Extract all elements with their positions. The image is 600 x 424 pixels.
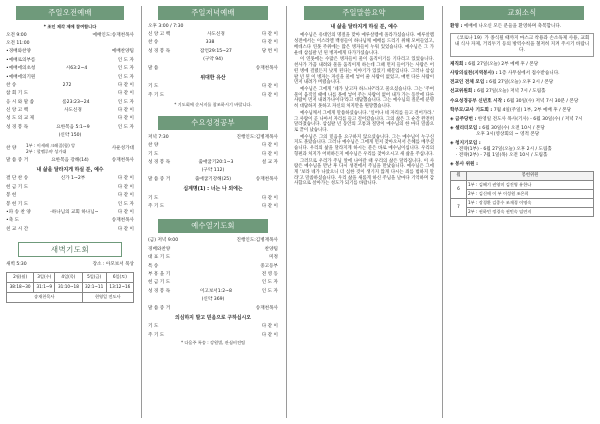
row-mid: [170, 254, 269, 262]
row-label: 성 경 봉 독: [148, 159, 171, 165]
evening-sermon-title: 위대한 유산: [200, 75, 226, 82]
column-sermon-summary: [294, 6, 434, 188]
offering-row: [451, 180, 594, 189]
row-mid: 출애굽기20:1~3: [198, 159, 234, 165]
dawn-leader: 송재천목사: [7, 292, 83, 302]
row-label: 기 도: [148, 84, 159, 90]
dawn-text: 31:10~18: [55, 282, 82, 292]
order-row: [148, 48, 278, 56]
order-row: [148, 279, 278, 287]
prayer-note: * 조인 제각 제에 참여합니다: [43, 24, 97, 29]
row-label: 봉 헌 기 도: [6, 201, 29, 207]
order-row: [6, 74, 134, 82]
announcement-text: 6월 27일(오늘) 오후 2시 / 본당: [489, 80, 554, 86]
choir-label: 찬 양: [6, 145, 17, 151]
row-label: 부 흥 을 기: [148, 271, 171, 277]
column-divider: [442, 6, 443, 418]
order-row: [6, 107, 134, 115]
wed-time: 저녁 7:30: [148, 134, 169, 140]
row-label: •예배에의기원: [6, 74, 36, 80]
row-right: 다 같 이: [261, 32, 278, 38]
order-row: [6, 192, 134, 200]
order-row: [148, 288, 278, 296]
covid-notice: 《코로나 19》가 종식될 때까지 마스크 착용과 손소독제 사용, 교회 내 식사 자제, 거리두기 등의 방역수칙을 철저히 지켜 주시기 바랍니다.: [450, 33, 594, 57]
offering-committee: [450, 162, 594, 168]
sermon-title: 내 삶을 달라지게 하실 분, 예수: [36, 167, 104, 174]
dawn-day: 2월(월): [7, 272, 34, 282]
row-label: •경배와찬양: [6, 49, 31, 55]
row-right: 다 같 이: [261, 92, 278, 98]
church-news-header: 교회소식: [460, 6, 584, 20]
evening-order: [148, 31, 278, 73]
row-mid: 잠언29:15~27: [200, 48, 232, 54]
dawn-info: [6, 261, 134, 269]
row-right: 전 영 동: [261, 271, 278, 277]
order-row: [6, 82, 134, 90]
choir-line: 2부 : 할렐루야 성가대: [26, 148, 67, 154]
row-mid: 요한복음 5:1~9: [56, 124, 90, 130]
steward-item: [450, 141, 594, 159]
announcement-text: 6월 27일(오늘) 2부 예배 후 / 본당: [468, 62, 539, 68]
announcement-key: 수요성경공부 신년호 시작 :: [450, 98, 506, 104]
row-right: 설 교 자: [261, 159, 278, 165]
choir-row: [6, 141, 134, 157]
order-row: [148, 332, 278, 340]
offering-members: 1부 : 김혜기 권영미 김진영 유한나: [467, 180, 594, 189]
row-mid: [170, 305, 256, 313]
wed-sermon-title: 십계명(1) : 너는 나 외에는: [183, 186, 243, 193]
order-row: [6, 184, 134, 192]
row-right: 송재천목사: [255, 305, 278, 311]
cell-text: 6월 30일(수) 오전 10시 / 본당: [482, 125, 545, 131]
column-church-news: [450, 6, 594, 217]
announcement-key: 선교위원회 :: [450, 89, 476, 95]
evening-note: * 기도회에 순서지를 참조하시기 바랍니다.: [174, 102, 252, 108]
dawn-texts-row: [7, 282, 134, 292]
announcement-item: [450, 80, 594, 86]
th-month: 월: [451, 172, 467, 181]
row-mid: -하나님의 교회 하나님~: [50, 210, 99, 216]
dawn-place: 장소 : 아모보서 묵상: [92, 262, 134, 268]
row-right: 다 같 이: [261, 84, 278, 90]
row-right: 송재천목사: [111, 218, 134, 224]
row-mid: 신가 1~2부: [60, 176, 86, 182]
row-right: 송재천목사: [111, 157, 134, 163]
dawn-day: 5일(금): [82, 272, 106, 282]
row-label: 성 도 의 교 제: [6, 116, 35, 122]
row-label: •축 도: [6, 218, 20, 224]
order-row: [148, 271, 278, 279]
row-label: 성 경 봉 독: [6, 124, 29, 130]
friday-order-2: [148, 323, 278, 340]
row-mid: 출애굽기강해(25): [194, 176, 231, 182]
summary-body: [294, 33, 434, 187]
offering-members: 2부 : 김신애 이 부 이성원 조은희: [467, 189, 594, 198]
row-right: 다 같 이: [261, 143, 278, 149]
row-mid: 롬23:23~24: [62, 99, 90, 105]
row-label: 대 표 기 도: [148, 255, 171, 261]
column-divider: [286, 6, 287, 418]
row-mid: [35, 74, 117, 82]
row-label: •예배에의초청: [6, 66, 36, 72]
row-right: 다 같 이: [117, 116, 134, 122]
summary-paragraph: 예수님은 그에게 '네가 낫고자 하느냐?'라고 물으셨습니다. 그는 '주여 물이 움직일 때에 나를 못에 넣어 주는 사람이 없어 내가 가는 동안에 다른 사람이 먼저 내려가나이다'라고 대답했습니다. 그는 예수님의 질문에 분명히 대답하지 못하고 자신의 처지만을 원망했습니다.: [294, 86, 434, 110]
row-right: 인 도 자: [117, 124, 134, 130]
offering-row: [451, 189, 594, 198]
order-row: [148, 92, 278, 100]
dawn-text: 38:18~30: [7, 282, 34, 292]
row-label: 말 씀: [148, 65, 159, 71]
order-row: [148, 151, 278, 159]
row-mid: [158, 263, 260, 271]
steward-text: · 전략(1부) - 6월 27일(오늘) 오후 2시 / 도림홀 · 전략(2부) - 7월 1일(목) 오전 10시 / 도림홀: [456, 146, 552, 158]
announcement-text: 6월 27일(오늘) 저녁 7시 / 도림홀: [477, 89, 546, 95]
order-row: [148, 83, 278, 91]
duty-item: [450, 117, 594, 123]
wed-info: [148, 134, 278, 142]
row-right: 다 같 이: [117, 108, 134, 114]
row-label: 결 단 찬 송: [6, 176, 29, 182]
dawn-text: 32:1~11: [82, 282, 106, 292]
dawn-leader: 현영일 전도사: [82, 292, 133, 302]
row-mid: 이고보서1:2~8: [199, 288, 232, 294]
dawn-day: 4일(목): [55, 272, 82, 282]
row-label: 신 앙 고 백: [6, 108, 29, 114]
order-row: [6, 115, 134, 123]
row-right: 인 도 자: [117, 66, 134, 72]
service-leader: 예배인도:송재천목사: [92, 32, 134, 38]
row-mid: [31, 48, 112, 56]
row-label: 주 기 도: [148, 92, 165, 98]
row-right: 다 같 이: [261, 332, 278, 338]
dawn-text: 13:12~16: [106, 282, 133, 292]
row-label: 응 시 와 말 씀: [6, 99, 35, 105]
announcement-item: [450, 89, 594, 95]
evening-order-2: [148, 83, 278, 100]
row-right: 인 도 자: [117, 99, 134, 105]
row-label: 기 도: [148, 195, 159, 201]
summary-paragraph: 그러므로 우리가 주님 앞에 나아갈 때 우리의 삶은 달라집니다. 이 사람은 예수님을 만난 후 다시 성전에서 주님을 만났습니다. 예수님은 그에게 '보라 네가 나았으니 더 심한 것이 생기지 않게 다시는 죄를 범하지 말라'고 말씀하셨습니다. 우리 삶을 새롭게 하신 주님을 날마다 기억하며 감사함으로 살아가는 성도가 되기를 바랍니다.: [294, 158, 434, 187]
row-right: 인 도 자: [261, 288, 278, 294]
cell-leader-item: [450, 126, 594, 138]
row-label: 찬 송: [148, 40, 159, 46]
column-morning-service: [6, 6, 134, 303]
row-right: 다 같 이: [261, 324, 278, 330]
row-label: 특 송: [148, 263, 159, 269]
row-mid: 272: [62, 82, 72, 88]
row-mid: [170, 271, 262, 279]
order-row: [148, 167, 278, 175]
welcome-text: 예배에 나오신 모든 분들을 환영하며 축복합니다.: [463, 24, 562, 29]
announcement-key: 사랑의실천(지역봉사) :: [450, 71, 498, 77]
order-row: [6, 175, 134, 183]
row-right: 인 도 자: [117, 57, 134, 63]
order-row: [6, 65, 134, 73]
order-row: [148, 159, 278, 167]
announcement-item: [450, 99, 594, 105]
row-mid: (구약 94): [203, 57, 223, 63]
offering-table: [450, 171, 594, 217]
order-row: [148, 296, 278, 304]
choir-lines: [26, 143, 112, 154]
th-members: 봉헌위원: [467, 172, 594, 181]
announcement-key: 전교인 전체 모임 :: [450, 80, 488, 86]
service-time: 오전 11:00: [6, 40, 30, 46]
service-time-row: [6, 32, 134, 40]
row-right: 다 같 이: [261, 195, 278, 201]
row-mid: [170, 246, 264, 254]
order-row: [148, 195, 278, 203]
order-row: [6, 201, 134, 209]
row-label: 주 기 도: [148, 332, 165, 338]
announcement-text: 7월 4일(주일) 1부, 2부 예배 후 / 본당: [493, 107, 572, 113]
row-right: 다 같 이: [261, 40, 278, 46]
row-right: 중고등부: [260, 263, 278, 269]
dawn-prayer-table: [6, 272, 134, 303]
friday-order: [148, 246, 278, 313]
row-right: 다 같 이: [117, 226, 134, 232]
offering-row: [451, 198, 594, 207]
row-mid: [35, 57, 117, 65]
row-label: 성 경 봉 독: [148, 48, 171, 54]
announcement-item: [450, 108, 594, 114]
announcement-text: 6월 30일(수) 저녁 7시 30분 / 본당: [506, 98, 579, 104]
row-mid: 사도신경: [207, 32, 225, 38]
summary-title: 내 삶을 달라지게 하실 분, 예수: [330, 24, 398, 30]
summary-paragraph: 예수님은 그의 믿음을 요구하지 않으셨습니다. 그는 예수님이 누구신지도 몰랐습니다. 그러나 예수님은 그에게 먼저 찾아오셔서 은혜를 베푸셨습니다. 우리의 삶을 달라지게 하시는 분은 바로 예수님이십니다. 우리의 형편과 처지가 어떠하든지 예수님은 우리를 찾아오시고 새 삶을 주십니다.: [294, 134, 434, 157]
wednesday-study-header: 수요성경공부: [158, 116, 268, 130]
welcome-key: 환영 :: [450, 24, 463, 29]
row-label: 기 도: [148, 324, 159, 330]
order-row: [6, 124, 134, 132]
row-right: 미정: [269, 255, 278, 261]
row-label: 헌 금 기 도: [148, 280, 171, 286]
dawn-text: 31:1~9: [34, 282, 55, 292]
morning-service-header: 주일오전예배: [16, 6, 124, 20]
order-row: [148, 65, 278, 73]
friday-note: * 다음주 특송 : 강원별, 관심비전팀: [180, 340, 246, 346]
offering-month: 6: [451, 180, 467, 198]
row-right: 다 같 이: [117, 82, 134, 88]
cell-key: ◈ 셀리더모임 :: [450, 125, 481, 131]
offering-month: 7: [451, 198, 467, 216]
row-mid: [16, 192, 117, 200]
row-right: 송재천목사: [255, 176, 278, 182]
row-mid: (신약 369): [201, 297, 225, 303]
order-row: [148, 323, 278, 331]
fri-info: [148, 237, 278, 245]
dawn-prayer-header: 새벽기도회: [18, 242, 122, 257]
row-right: 다 같 이: [261, 204, 278, 210]
fri-leader: 진행인도:김병재목사: [236, 238, 278, 244]
offering-members: 2부 : 권하민 정경숙 권민숙 임연지: [467, 207, 594, 216]
steward-key: ◈ 청지기모임 :: [450, 140, 481, 146]
order-row: [148, 176, 278, 184]
row-mid: [28, 201, 118, 209]
row-label: 기 도: [148, 151, 159, 157]
offering-members: 1부 : 장경환 김종수 조재경 이명숙: [467, 198, 594, 207]
row-right: 인 도 자: [261, 280, 278, 286]
dawn-time: 새벽 5:30: [6, 262, 27, 268]
dawn-day: 3일(수): [34, 272, 55, 282]
row-mid: (신약 150): [58, 133, 82, 139]
choir-line: 1부 : 이세레 크레질(합) 앙: [26, 143, 76, 149]
row-mid: [28, 226, 118, 234]
row-right: 다 같 이: [117, 184, 134, 190]
row-mid: 338: [205, 40, 215, 46]
row-mid: 사도신경: [64, 108, 82, 114]
wednesday-order: [148, 142, 278, 184]
row-mid: [28, 184, 118, 192]
row-label: 말 씀 증 거: [148, 305, 171, 311]
wed-leader: 진행인도:김병재목사: [236, 134, 278, 140]
row-mid: [28, 90, 118, 98]
order-row: [6, 57, 134, 65]
row-label: •예배로의부름: [6, 57, 36, 63]
row-label: 신 앙 고 백: [148, 32, 171, 38]
row-mid: [158, 323, 261, 331]
announcement-text: 1층 사무실에서 접수받습니다.: [499, 71, 560, 77]
column-evening-service: [148, 6, 278, 346]
row-mid: [170, 279, 262, 287]
announcement-list: [450, 62, 594, 113]
order-of-worship-2: [6, 175, 134, 234]
row-right: 다 같 이: [117, 176, 134, 182]
column-divider: [141, 6, 142, 418]
duty-text: 한영일 전도사 목사(기사) - 6월 30일(수) / 저녁 7시: [477, 116, 583, 122]
order-row: [6, 99, 134, 107]
friday-prayer-header: 예수열기도회: [158, 219, 268, 233]
row-right: 다 같 이: [117, 210, 134, 216]
summary-paragraph: 예수님께서 그에게 말씀하셨습니다. '일어나 네 자리를 들고 걸어가라.' 그 사람이 곧 나아서 자리를 들고 걸어갔습니다. 그의 삶은 그 순간 완전히 달라졌습니다. 삼십팔 년 동안의 고통과 절망이 예수님의 한 마디 말씀으로 끝이 났습니다.: [294, 110, 434, 133]
announcement-item: [450, 71, 594, 77]
row-right: 인 도 자: [117, 74, 134, 80]
row-right: 인 도 자: [117, 201, 134, 207]
dawn-day: 6일(토): [106, 272, 133, 282]
row-right: 찬양팀: [264, 246, 278, 252]
row-label: 찬 송: [6, 82, 17, 88]
evening-service-header: 주일저녁예배: [158, 6, 268, 20]
order-of-worship: [6, 48, 134, 140]
choir-right: 사운성가대: [111, 145, 134, 151]
wednesday-order-2: [148, 195, 278, 212]
row-mid: [19, 217, 112, 225]
row-mid: [164, 203, 262, 211]
row-mid: 시63:2~4: [65, 66, 88, 72]
order-row: [148, 254, 278, 262]
row-label: 성 경 봉 독: [148, 288, 171, 294]
summary-paragraph: 이 연못에는 수많은 병자들이 물이 움직이기를 기다리고 있었습니다. 천사가 가끔 내려와 물을 움직이게 하는데 그때 먼저 들어가는 사람은 어떤 병에 걸렸든지 낫게 된다는 이야기가 있었기 때문입니다. 그러나 삼십팔 년 된 이 병자는 자신을 물에 넣어 줄 사람이 없었고, 매번 다른 사람이 먼저 내려가 버렸습니다.: [294, 57, 434, 86]
order-row: [6, 217, 134, 225]
row-label: 찬 양: [148, 143, 159, 149]
row-mid: [158, 142, 261, 150]
row-label: 말 씀 증 거: [6, 157, 29, 163]
row-mid: [164, 92, 262, 100]
announcement-key: 학부모/교사 기도회 :: [450, 107, 493, 113]
fri-time: (금) 저녁 9:00: [148, 238, 179, 244]
order-row: [6, 132, 134, 140]
order-row: [148, 203, 278, 211]
service-time-row: [6, 40, 134, 48]
row-mid: [158, 65, 255, 73]
order-row: [148, 56, 278, 64]
row-label: 경배와찬양: [148, 246, 171, 252]
order-row: [6, 90, 134, 98]
dawn-days-row: [7, 272, 134, 282]
row-right: 다 같 이: [117, 91, 134, 97]
row-right: 당 번 이: [261, 48, 278, 54]
announcement-item: [450, 62, 594, 68]
order-row: [6, 48, 134, 56]
row-mid: [158, 195, 261, 203]
duty-key: ◈ 금주당번 :: [450, 116, 477, 122]
row-mid: [158, 151, 261, 159]
row-label: 봉 헌: [6, 193, 17, 199]
summary-paragraph: 예수님은 유대인의 명절을 맞아 예루살렘에 올라가셨습니다. 예루살렘 성전에서는 이스라엘 백성들이 하나님께 예배를 드리기 위해 모여들었고, 베데스다 연못 주위에는 많은 병자들이 누워 있었습니다. 예수님은 그 가운데 삼십팔 년 된 병자에게 다가가셨습니다.: [294, 33, 434, 56]
row-label: •파 송 찬 양: [6, 210, 31, 216]
order-row: [148, 142, 278, 150]
welcome-item: [450, 24, 594, 30]
service-time: 오전 9:00: [6, 32, 27, 38]
order-row: [148, 31, 278, 39]
order-row: [148, 39, 278, 47]
row-right: 예배찬양팀: [111, 49, 134, 55]
order-row: [148, 263, 278, 271]
announcement-key: 제직회 :: [450, 62, 467, 68]
service-times: [6, 32, 134, 49]
row-label: 친 교 시 간: [6, 226, 29, 232]
row-label: 말 씀 증 거: [148, 176, 171, 182]
sermon-row: [6, 157, 134, 165]
sermon-summary-header: 주일말씀요약: [304, 6, 424, 20]
row-mid: [164, 332, 262, 340]
row-right: 다 같 이: [117, 193, 134, 199]
row-mid: (구약 112): [201, 168, 225, 174]
cell-sub: 오후 3시(영상회의 ~ 영적 본당: [476, 131, 540, 137]
offering-key: ◈ 봉사 위원 :: [450, 162, 478, 167]
fri-sermon-title: 의심하지 말고 믿음으로 구하십시오: [175, 314, 251, 321]
dawn-leaders-row: [7, 292, 134, 302]
order-row: [148, 305, 278, 313]
row-mid: [34, 115, 118, 123]
offering-row: [451, 207, 594, 216]
row-label: 주 기 도: [148, 204, 165, 210]
order-row: [148, 246, 278, 254]
row-label: 헌 금 기 도: [6, 184, 29, 190]
order-row: [6, 209, 134, 217]
row-mid: 요한복음 강해(14): [51, 157, 89, 163]
row-mid: [158, 83, 261, 91]
evening-time: 오후 3:00 / 7:30: [148, 24, 184, 29]
row-right: 다 같 이: [261, 151, 278, 157]
row-right: 송재천목사: [255, 65, 278, 71]
order-row: [6, 226, 134, 234]
row-label: 참 회 기 도: [6, 91, 29, 97]
offering-table-header: [451, 172, 594, 181]
